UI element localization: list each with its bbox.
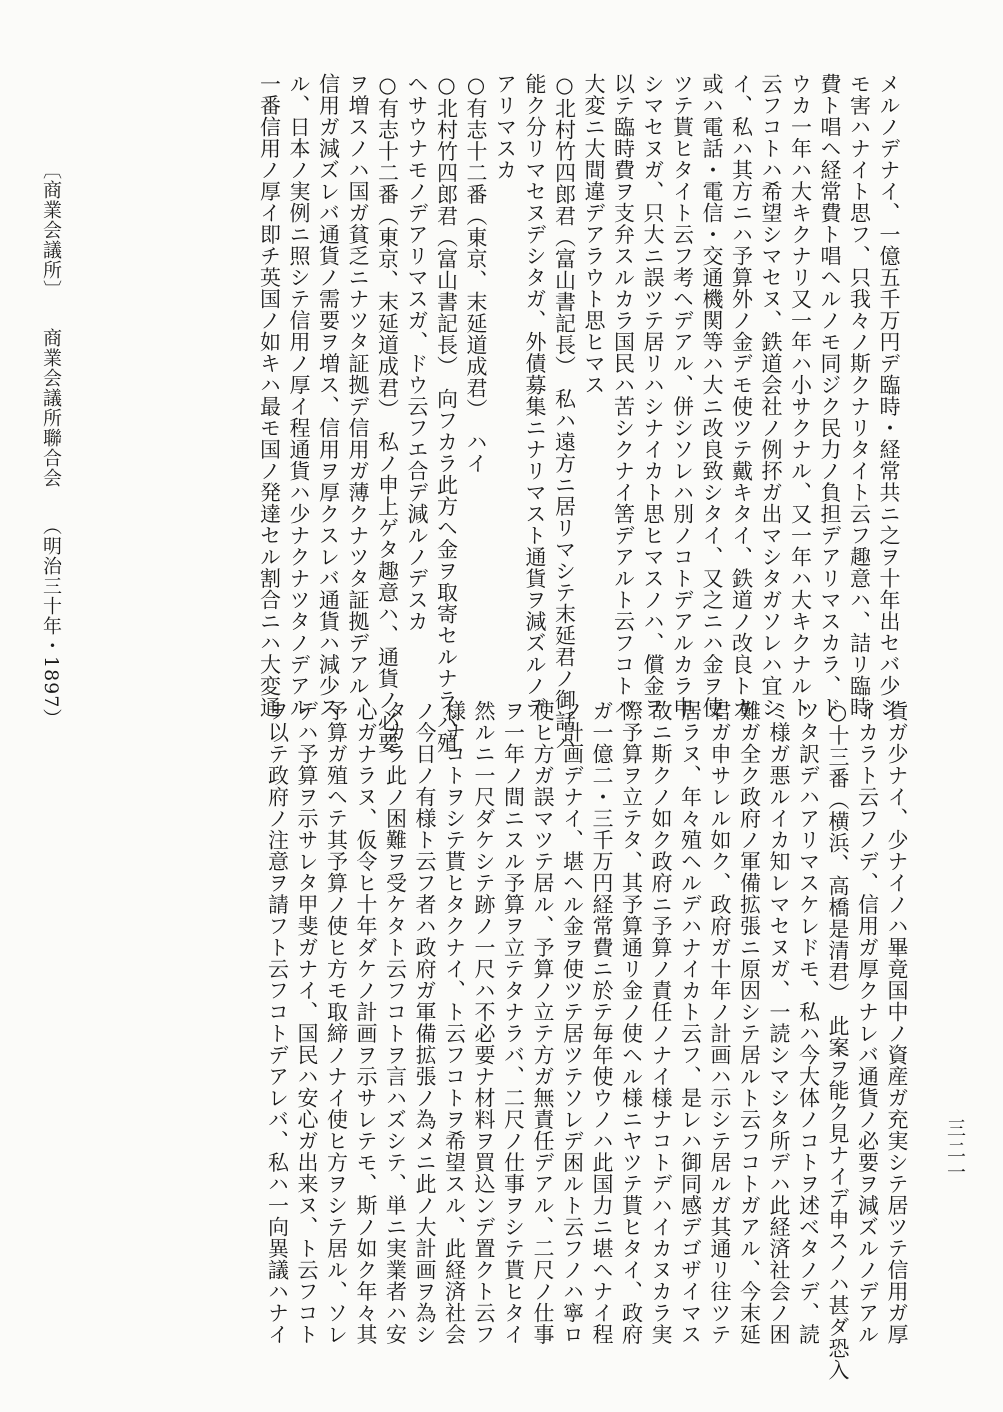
text-column: 一番信用ノ厚イ即チ英国ノ如キハ最モ国ノ発達セル割合ニハ大変通: [257, 73, 282, 718]
text-column: メルノデナイ、一億五千万円デ臨時・経常共ニ之ヲ十年出セバ少シ: [877, 73, 901, 718]
text-column: 信用ガ減ズレバ通貨ノ需要ヲ増ス、信用ヲ厚クスレバ通貨ハ減少ス: [316, 73, 341, 718]
text-column: 居ラヌ、年々殖ヘルデハナイカト云フ、是レハ御同感デゴザイマス: [678, 700, 703, 1345]
text-column: ノ今日ノ有様ト云フ者ハ政府ガ軍備拡張ノ為メニ此ノ大計画ヲ為シ: [413, 700, 437, 1345]
text-column: ヲ以テ政府ノ注意ヲ請フト云フコトデアレバ、私ハ一向異議ハナイ: [265, 700, 290, 1345]
text-column: デハ予算ヲ示サレタ甲斐ガナイ、国民ハ安心ガ出来ヌ、ト云フコト: [295, 700, 319, 1345]
text-column: ミ様ガ悪ルイカ知レマセヌガ、一読シマシタ所デハ此経済社会ノ困: [767, 700, 791, 1345]
text-column: アリマスカ: [493, 73, 518, 181]
text-column: タカラ此ノ困難ヲ受ケタト云フコトヲ言ハズシテ、単ニ実業者ハ安: [383, 700, 408, 1345]
text-column: 予算ガ殖ヘテ其予算ノ使ヒ方モ取締ノナイ使ヒ方ヲシテ居ル、ソレ: [324, 700, 349, 1345]
speaker-column: ○有志十二番（東京、末延道成君） ハイ: [464, 73, 488, 474]
text-column: 貨ガ少ナイ、少ナイノハ畢竟国中ノ資産ガ充実シテ居ツテ信用ガ厚: [885, 700, 909, 1345]
text-column: モ害ハナイト思フ、只我々ノ斯クナリタイト云フ趣意ハ、詰リ臨時: [847, 73, 872, 718]
speaker-column: ○北村竹四郎君（富山書記長） 向フカラ此方ヘ金ヲ取寄セルナラバ殖: [434, 73, 459, 754]
text-column: ノ計画デナイ、堪ヘル金ヲ使ツテ居ツテソレデ困ルト云フノハ寧ロ: [560, 700, 585, 1345]
text-column: ヘサウナモノデアリマスガ、ドウ云フエ合デ減ルノデスカ: [405, 73, 429, 632]
text-column: 大変ニ大間違デアラウト思ヒマス: [582, 73, 606, 396]
speaker-column: ○北村竹四郎君（富山書記長） 私ハ遠方ニ居リマシテ末延君ノ御話ハ: [552, 73, 577, 754]
running-footer: [38, 160, 64, 728]
organization-name: 商業会議所聯合会: [40, 328, 62, 488]
text-column: ウカ一年ハ大キクナリ又一年ハ小サクナル、又一年ハ大キクナルト: [788, 73, 813, 718]
text-column: イ、私ハ其方ニハ予算外ノ金デモ使ツテ戴キタイ、鉄道ノ改良トカ: [729, 73, 754, 718]
text-column: ヲ増スノハ国ガ貧乏ニナツタ証拠デ信用ガ薄クナツタ証拠デアル、: [346, 73, 370, 718]
speaker-column: ○有志十二番（東京、末延道成君） 私ノ申上ゲタ趣意ハ、通貨ノ必要: [375, 73, 400, 754]
text-column: 心ガナラヌ、仮令ヒ十年ダケノ計画ヲ示サレテモ、斯ノ如ク年々其: [354, 700, 378, 1345]
text-column: 君ガ申サレル如ク、政府ガ十年ノ計画ハ示シテ居ルガ其通リ往ツテ: [708, 700, 732, 1345]
speaker-column: ○十三番（横浜、高橋是清君） 此案ヲ能ク見ナイデ申スノハ甚ダ恐入: [826, 700, 850, 1381]
text-column: 或ハ電話・電信・交通機関等ハ大ニ改良致シタイ、又之ニハ金ヲ使: [700, 73, 724, 718]
lower-text-block: [262, 700, 911, 1381]
section-label: 〔商業会議所〕: [40, 160, 62, 300]
page-number: 三二一: [944, 1118, 966, 1184]
text-column: シマセヌガ、只大ニ誤ツテ居リハシナイカト思ヒマスノハ、償金ヲ: [641, 73, 665, 718]
text-column: 際予算ヲ立テタ、其予算通リ金ノ使ヘル様ニヤツテ貰ヒタイ、政府: [619, 700, 644, 1345]
publication-date: （明治三十年・1897）: [40, 516, 62, 729]
text-column: 云フコトハ希望シマセヌ、鉄道会社ノ例抔ガ出マシタガソレハ宜シ: [759, 73, 783, 718]
text-column: 難ガ全ク政府ノ軍備拡張ニ原因シテ居ルト云フコトガアル、今末延: [737, 700, 762, 1345]
upper-text-block: [254, 73, 903, 754]
text-column: ヲ一年ノ間ニスル予算ヲ立テタナラバ、二尺ノ仕事ヲシテ貰ヒタイ: [501, 700, 526, 1345]
text-column: ガ一億二・三千万円経常費ニ於テ毎年使ウノハ此国力ニ堪ヘナイ程: [590, 700, 614, 1345]
text-column: 様ナコトヲシテ貰ヒタクナイ、ト云フコトヲ希望スル、此経済社会: [442, 700, 467, 1345]
text-column: ル、日本ノ実例ニ照シテ信用ノ厚イ程通貨ハ少ナクナツタノデアル: [287, 73, 311, 718]
text-column: 費ト唱ヘ経常費ト唱ヘルノモ同ジク民力ノ負担デアリマスカラ、ド: [818, 73, 842, 718]
text-column: イカラト云フノデ、信用ガ厚クナレバ通貨ノ必要ヲ減ズルノデアル: [855, 700, 880, 1345]
text-column: 然ルニ一尺ダケシテ跡ノ一尺ハ不必要ナ材料ヲ買込ンデ置クト云フ: [472, 700, 496, 1345]
text-column: 以テ臨時費ヲ支弁スルカラ国民ハ苦シクナイ筈デアルト云フコトハ: [611, 73, 636, 718]
text-column: 故ニ斯クノ如ク政府ニ予算ノ責任ノナイ様ナコトデハイカヌカラ実: [649, 700, 673, 1345]
text-column: ツテ貰ヒタイト云フ考ヘデアル、併シソレハ別ノコトデアルカラ申: [670, 73, 695, 718]
text-column: 使ヒ方ガ誤マツテ居ル、予算ノ立テ方ガ無責任デアル、二尺ノ仕事: [531, 700, 555, 1345]
text-column: 能ク分リマセヌデシタガ、外債募集ニナリマスト通貨ヲ減ズルノデ: [523, 73, 547, 718]
text-column: ツタ訳デハアリマスケレドモ、私ハ今大体ノコトヲ述ベタノデ、読: [796, 700, 821, 1345]
